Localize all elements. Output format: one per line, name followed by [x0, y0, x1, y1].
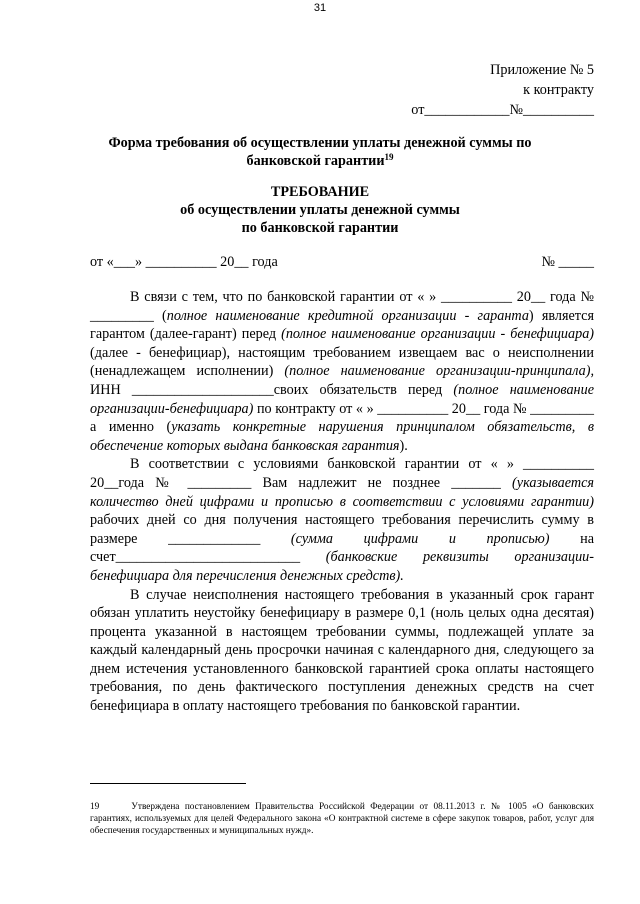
demand-number: № _____ — [541, 254, 594, 270]
text-segment: на счет__________________________ — [90, 530, 594, 566]
text-segment: ). — [399, 437, 408, 454]
annex-label: Приложение № 5 — [490, 62, 594, 78]
text-segment: ) является гарантом (далее-гарант) перед — [90, 307, 594, 343]
placeholder-beneficiary-org: (полное наименование организации-бенефициара) — [90, 381, 594, 417]
placeholder-violations: указать конкретные нарушения принципалом обязательств, в обеспечение которых выдана банковская гарантия — [90, 419, 594, 454]
paragraph-payment-terms — [90, 455, 594, 585]
footnote-divider — [90, 783, 246, 784]
demand-subtitle-line1: об осуществлении уплаты денежной суммы — [180, 202, 460, 218]
footnote-number: 19 — [90, 802, 100, 812]
placeholder-beneficiary-name: (полное наименование организации - бенефициара) — [281, 326, 595, 343]
paragraph-penalty: В случае неисполнения настоящего требования в указанный срок гарант обязан уплатить неустойку бенефициару в размере 0,1 (ноль целых одна десятая) процента указанной в настоящем требовании суммы, подлежащей уплате за каждый календарный день просрочки начиная с календарного дня, следующего за днем истечения установленного банковской гарантией срока оплаты настоящего требования, по день фактического поступления денежных средств на счет бенефициара в оплату настоящего требования по банковской гарантии. — [90, 586, 594, 715]
text-segment: ИНН ____________________своих обязательств перед — [90, 381, 454, 398]
demand-title: ТРЕБОВАНИЕ — [270, 184, 370, 200]
demand-subtitle-line2: по банковской гарантии — [241, 220, 399, 236]
text-segment: В связи с тем, что по банковской гарантии от « » __________ 20__ года № _________ ( — [90, 289, 594, 324]
footnote-text: Утверждена постановлением Правительства Российской Федерации от 08.11.2013 г. № 1005 «О банковских гарантиях, используемых для целей Федерального закона «О контрактной системе в сфере закупок товаров, работ, услуг для обеспечения государственных и муниципальных нужд». — [90, 802, 594, 836]
annex-contract-date-number: от____________№__________ — [411, 102, 594, 118]
placeholder-principal-name: (полное наименование организации-принципала), — [284, 363, 594, 380]
placeholder-guarantor-name: полное наименование кредитной организации - гаранта — [166, 307, 529, 324]
text-segment: по контракту от « » __________ 20__ года № _________ а именно ( — [90, 400, 594, 436]
demand-date: от «___» __________ 20__ года — [90, 254, 278, 270]
paragraph-guarantee-breach — [90, 288, 594, 455]
placeholder-days: (указывается количество дней цифрами и прописью в соответствии с условиями гарантии) — [90, 474, 594, 510]
form-title-line1: Форма требования об осуществлении уплаты денежной суммы по — [108, 135, 532, 151]
placeholder-bank-details: (банковские реквизиты организации-бенефициара для перечисления денежных средств). — [90, 549, 594, 584]
form-title-line2 — [0, 152, 640, 170]
page-number: 31 — [313, 2, 327, 14]
text-segment: рабочих дней со дня получения настоящего требования перечислить сумму в размере _____________ — [90, 512, 594, 547]
footnote-reference: 19 — [384, 152, 394, 162]
text-segment: В соответствии с условиями банковской гарантии от « » __________ 20__года № _________ Вам надлежит не позднее _______ — [90, 456, 594, 491]
demand-body — [90, 288, 594, 716]
text-segment: (далее - бенефициар), настоящим требованием извещаем вас о неисполнении (ненадлежащем исполнении) — [90, 344, 594, 380]
placeholder-sum: (сумма цифрами и прописью) — [290, 530, 550, 547]
form-title-text: банковской гарантии — [246, 153, 385, 169]
footnote — [90, 801, 594, 837]
annex-contract-label: к контракту — [523, 82, 594, 98]
